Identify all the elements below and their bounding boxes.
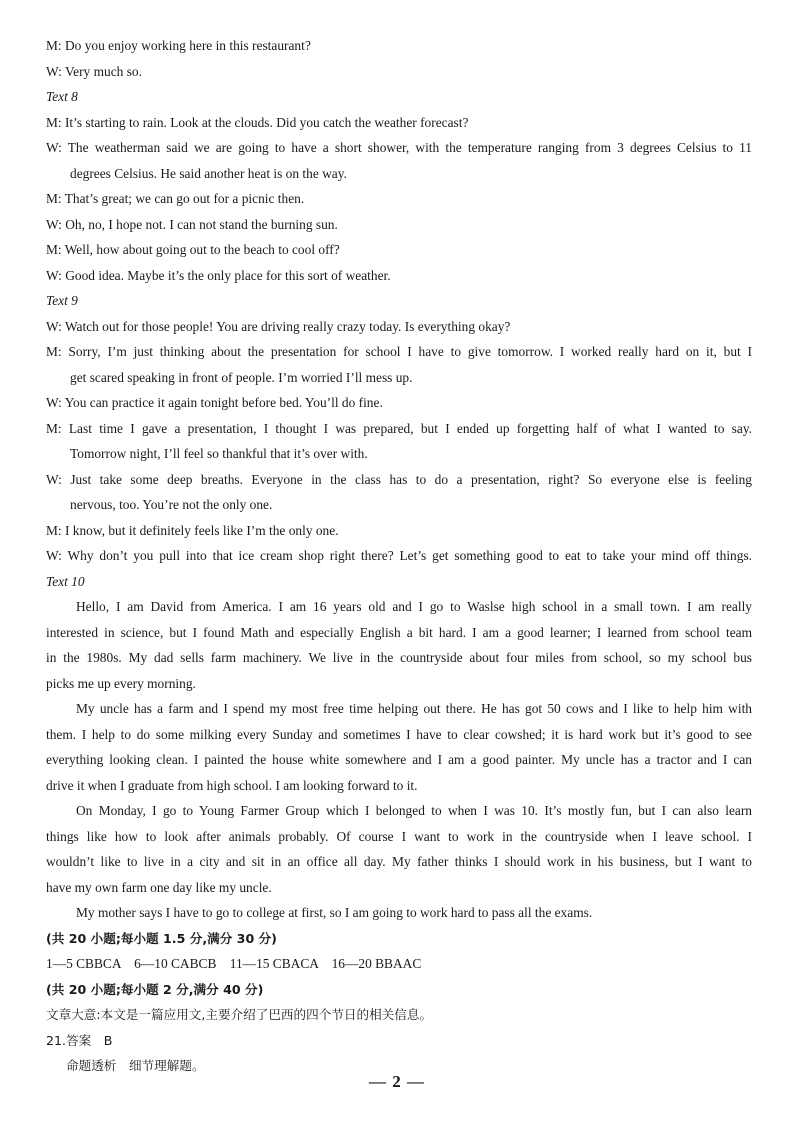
paragraph-line: things like how to look after animals probably. Of course I want to work in the countryside when I leave school. I (46, 828, 752, 844)
dialogue-line: M: Sorry, I’m just thinking about the presentation for school I have to give tomorrow. I worked really hard on it, but I (46, 344, 752, 359)
dialogue-line-continued: Tomorrow night, I’ll feel so thankful that it’s over with. (70, 446, 368, 461)
page-number: — 2 — (369, 1072, 425, 1091)
paragraph-line: drive it when I graduate from high school. I am looking forward to it. (46, 777, 418, 793)
dialogue-line: M: Well, how about going out to the beach to cool off? (46, 242, 340, 257)
dialogue-line: W: Why don’t you pull into that ice cream shop right there? Let’s get something good to eat to take your mind off things. (46, 548, 752, 563)
paragraph-line: picks me up every morning. (46, 675, 196, 691)
dialogue-line: W: The weatherman said we are going to have a short shower, with the temperature ranging from 3 degrees Celsius to 11 (46, 140, 752, 155)
dialogue-line: W: Watch out for those people! You are driving really crazy today. Is everything okay? (46, 318, 511, 334)
section-label: Text 8 (46, 89, 78, 104)
question-answer: 21.答案 B (46, 1032, 113, 1048)
answer-key: 1—5 CBBCA 6—10 CABCB 11—15 CBACA 16—20 BBAAC (46, 956, 422, 971)
paragraph-line: have my own farm one day like my uncle. (46, 879, 272, 895)
dialogue-line: M: Last time I gave a presentation, I thought I was prepared, but I ended up forgetting half of what I wanted to say. (46, 420, 752, 436)
dialogue-line-continued: degrees Celsius. He said another heat is on the way. (70, 165, 347, 181)
paragraph-line: wouldn’t like to live in a city and sit in an office all day. My father thinks I should work in his business, but I want to (46, 854, 752, 869)
section-score-note: (共 20 小题;每小题 1.5 分,满分 30 分) (46, 930, 277, 946)
dialogue-line: M: That’s great; we can go out for a picnic then. (46, 191, 305, 206)
paragraph-line: Hello, I am David from America. I am 16 years old and I go to Waslse high school in a small town. I am really (76, 599, 752, 614)
paragraph-line: On Monday, I go to Young Farmer Group which I belonged to when I was 10. It’s mostly fun, but I can also learn (76, 803, 752, 818)
paragraph-line: everything looking clean. I painted the house white somewhere and I am a good painter. My uncle has a tractor and I can (46, 752, 752, 767)
section-label: Text 9 (46, 293, 78, 308)
dialogue-line: W: Good idea. Maybe it’s the only place for this sort of weather. (46, 267, 391, 283)
dialogue-line-continued: nervous, too. You’re not the only one. (70, 497, 273, 512)
paragraph-line: My mother says I have to go to college at first, so I am going to work hard to pass all the exams. (76, 905, 593, 920)
dialogue-line: W: You can practice it again tonight before bed. You’ll do fine. (46, 395, 383, 410)
question-analysis: 命题透析 细节理解题。 (66, 1058, 205, 1073)
dialogue-line: W: Oh, no, I hope not. I can not stand the burning sun. (46, 216, 338, 232)
paragraph-line: My uncle has a farm and I spend my most free time helping out there. He has got 50 cows and I like to help him with (76, 701, 752, 716)
paragraph-line: them. I help to do some milking every Sunday and sometimes I have to clear cowshed; it is hard work but it’s good to see (46, 726, 752, 742)
dialogue-line-continued: get scared speaking in front of people. I’m worried I’ll mess up. (70, 369, 413, 385)
paragraph-line: interested in science, but I found Math and especially English a bit hard. I am a good learner; I learned from school team (46, 624, 752, 640)
dialogue-line: W: Just take some deep breaths. Everyone in the class has to do a presentation, right? So everyone else is feeling (46, 471, 752, 487)
article-summary: 文章大意:本文是一篇应用文,主要介绍了巴西的四个节日的相关信息。 (46, 1007, 433, 1022)
section-label: Text 10 (46, 573, 85, 589)
section-score-note: (共 20 小题;每小题 2 分,满分 40 分) (46, 981, 264, 997)
dialogue-line: M: It’s starting to rain. Look at the clouds. Did you catch the weather forecast? (46, 114, 469, 130)
paragraph-line: in the 1980s. My dad sells farm machinery. We live in the countryside about four miles from school, so my school bus (46, 650, 752, 665)
dialogue-line: M: I know, but it definitely feels like I’m the only one. (46, 522, 339, 538)
document-body (46, 33, 752, 1079)
dialogue-line: M: Do you enjoy working here in this restaurant? (46, 38, 311, 53)
dialogue-line: W: Very much so. (46, 63, 142, 79)
